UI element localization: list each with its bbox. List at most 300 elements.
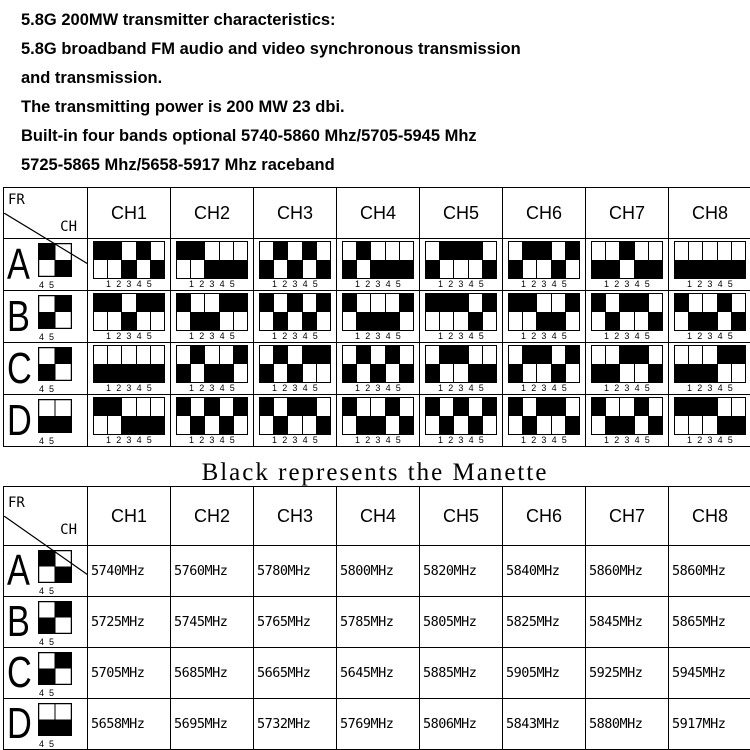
lever-bottom bbox=[303, 260, 316, 278]
dip-lever-5 bbox=[400, 242, 413, 278]
lever-bottom bbox=[483, 416, 496, 434]
dip-switch-5 bbox=[176, 345, 248, 383]
lever-bottom bbox=[177, 364, 190, 382]
lever-bottom bbox=[386, 416, 399, 434]
freq-cell-b-ch4: 5785MHz bbox=[337, 597, 420, 648]
dip-lever-4 bbox=[38, 720, 55, 737]
lever-bottom bbox=[205, 416, 218, 434]
lever-top bbox=[454, 346, 467, 364]
dip-lever-3 bbox=[620, 398, 634, 434]
corner-fr-label: FR bbox=[8, 192, 25, 208]
dip-lever-4 bbox=[38, 416, 55, 433]
lever-bottom bbox=[635, 364, 648, 382]
dip-lever-1 bbox=[343, 346, 357, 382]
lever-bottom bbox=[371, 312, 384, 330]
lever-bottom bbox=[260, 260, 273, 278]
dip-lever-3 bbox=[122, 346, 136, 382]
lever-top bbox=[454, 294, 467, 312]
dip-switch-group bbox=[503, 293, 585, 341]
lever-top bbox=[523, 242, 536, 260]
dip-lever-5 bbox=[649, 346, 662, 382]
lever-top bbox=[234, 346, 247, 364]
lever-top bbox=[94, 294, 107, 312]
lever-bottom bbox=[343, 260, 356, 278]
dip-lever-4 bbox=[469, 346, 483, 382]
dip-cell-c-ch8 bbox=[669, 343, 750, 395]
dip-cell-c-ch5 bbox=[420, 343, 503, 395]
lever-top bbox=[483, 294, 496, 312]
lever-bottom bbox=[469, 364, 482, 382]
lever-top bbox=[205, 242, 218, 260]
lever-bottom bbox=[122, 312, 135, 330]
lever-bottom bbox=[552, 364, 565, 382]
header-ch1: CH1 bbox=[88, 188, 171, 239]
lever-bottom bbox=[357, 312, 370, 330]
lever-top bbox=[137, 398, 150, 416]
intro-line-5: Built-in four bands optional 5740-5860 Mhz/5705-5945 Mhz bbox=[21, 127, 477, 145]
dip-lever-4 bbox=[220, 294, 234, 330]
lever-top bbox=[357, 346, 370, 364]
dip-lever-5 bbox=[566, 346, 579, 382]
lever-bottom bbox=[426, 364, 439, 382]
dip-lever-2 bbox=[357, 294, 371, 330]
lever-bottom bbox=[675, 364, 688, 382]
dip-lever-1 bbox=[675, 294, 689, 330]
lever-top bbox=[234, 242, 247, 260]
lever-top bbox=[177, 346, 190, 364]
dip-numbers: 12345 bbox=[603, 434, 656, 445]
freq-cell-a-ch5: 5820MHz bbox=[420, 546, 503, 597]
freq-cell-b-ch5: 5805MHz bbox=[420, 597, 503, 648]
dip-lever-3 bbox=[122, 242, 136, 278]
dip-lever-5 bbox=[151, 242, 164, 278]
dip-lever-3 bbox=[288, 346, 302, 382]
dip-row-d bbox=[4, 395, 750, 447]
dip-cell-a-ch8 bbox=[669, 239, 750, 291]
freq-cell-a-ch4: 5800MHz bbox=[337, 546, 420, 597]
lever-bottom bbox=[566, 416, 579, 434]
lever-bottom bbox=[94, 260, 107, 278]
band-cell-d bbox=[4, 395, 88, 447]
lever-top bbox=[108, 294, 121, 312]
dip-switch-5 bbox=[508, 241, 580, 279]
lever-top bbox=[108, 242, 121, 260]
dip-switch-5 bbox=[674, 397, 746, 435]
dip-lever-5 bbox=[55, 260, 72, 277]
lever-top bbox=[718, 242, 731, 260]
dip-lever-2 bbox=[191, 294, 205, 330]
dip-lever-1 bbox=[177, 398, 191, 434]
dip-lever-4 bbox=[718, 242, 732, 278]
dip-lever-2 bbox=[523, 294, 537, 330]
lever-bottom bbox=[137, 364, 150, 382]
dip-numbers: 12345 bbox=[188, 434, 241, 445]
lever-top bbox=[537, 242, 550, 260]
dip-lever-4 bbox=[469, 242, 483, 278]
corner-fr-label-2: FR bbox=[8, 495, 25, 511]
lever-bottom bbox=[343, 364, 356, 382]
dip-switch-table bbox=[3, 187, 750, 447]
lever-bottom bbox=[343, 312, 356, 330]
lever-bottom bbox=[426, 260, 439, 278]
lever-top bbox=[191, 294, 204, 312]
dip-lever-5 bbox=[483, 294, 496, 330]
dip-cell-d-ch6 bbox=[503, 395, 586, 447]
lever-top bbox=[371, 242, 384, 260]
dip-switch-5 bbox=[259, 345, 331, 383]
dip-lever-4 bbox=[386, 294, 400, 330]
lever-top bbox=[386, 294, 399, 312]
dip-switch-group bbox=[669, 293, 750, 341]
dip-switch-5 bbox=[591, 293, 663, 331]
freq-cell-d-ch4: 5769MHz bbox=[337, 699, 420, 750]
lever-bottom bbox=[552, 260, 565, 278]
lever-top bbox=[317, 242, 330, 260]
dip-lever-3 bbox=[620, 242, 634, 278]
dip-switch-group bbox=[586, 293, 668, 341]
lever-top bbox=[566, 346, 579, 364]
lever-top bbox=[357, 294, 370, 312]
lever-bottom bbox=[371, 416, 384, 434]
dip-lever-1 bbox=[426, 294, 440, 330]
band-dip-switch bbox=[38, 399, 72, 433]
lever-bottom bbox=[357, 416, 370, 434]
intro-line-1: 5.8G 200MW transmitter characteristics: bbox=[21, 11, 336, 29]
freq-cell-d-ch7: 5880MHz bbox=[586, 699, 669, 750]
dip-numbers: 12345 bbox=[271, 278, 324, 289]
dip-switch-group bbox=[254, 397, 336, 445]
dip-lever-5 bbox=[317, 242, 330, 278]
freq-cell-a-ch6: 5840MHz bbox=[503, 546, 586, 597]
freq-row-d bbox=[4, 699, 750, 750]
lever-bottom bbox=[718, 312, 731, 330]
lever-top bbox=[537, 398, 550, 416]
lever-top bbox=[386, 346, 399, 364]
lever-bottom bbox=[400, 416, 413, 434]
dip-cell-c-ch2 bbox=[171, 343, 254, 395]
lever-top bbox=[400, 346, 413, 364]
lever-bottom bbox=[592, 312, 605, 330]
lever-top bbox=[703, 242, 716, 260]
lever-bottom bbox=[703, 364, 716, 382]
lever-top bbox=[260, 398, 273, 416]
lever-top bbox=[469, 294, 482, 312]
lever-top bbox=[426, 242, 439, 260]
freq-cell-b-ch3: 5765MHz bbox=[254, 597, 337, 648]
dip-lever-3 bbox=[371, 294, 385, 330]
lever-top bbox=[343, 398, 356, 416]
header-ch4: CH4 bbox=[337, 188, 420, 239]
dip-numbers: 12345 bbox=[354, 434, 407, 445]
dip-lever-4 bbox=[137, 242, 151, 278]
dip-lever-3 bbox=[122, 398, 136, 434]
dip-switch-group bbox=[171, 241, 253, 289]
header-ch7: CH7 bbox=[586, 188, 669, 239]
freq-cell-c-ch5: 5885MHz bbox=[420, 648, 503, 699]
lever-bottom bbox=[108, 260, 121, 278]
dip-cell-a-ch4 bbox=[337, 239, 420, 291]
dip-lever-4 bbox=[635, 242, 649, 278]
dip-lever-2 bbox=[108, 242, 122, 278]
lever-bottom bbox=[177, 416, 190, 434]
lever-bottom bbox=[718, 260, 731, 278]
dip-lever-5 bbox=[234, 242, 247, 278]
lever-top bbox=[288, 242, 301, 260]
lever-bottom bbox=[620, 416, 633, 434]
lever-top bbox=[689, 242, 702, 260]
lever-bottom bbox=[606, 416, 619, 434]
band-dip-numbers: 45 bbox=[39, 586, 60, 596]
dip-lever-5 bbox=[566, 398, 579, 434]
header-ch2: CH2 bbox=[171, 188, 254, 239]
lever-top bbox=[606, 294, 619, 312]
corner-cell bbox=[4, 188, 88, 239]
freq-header-ch1: CH1 bbox=[88, 487, 171, 546]
lever-bottom bbox=[469, 416, 482, 434]
band-dip-switch bbox=[38, 550, 72, 583]
dip-lever-2 bbox=[357, 398, 371, 434]
dip-cell-c-ch3 bbox=[254, 343, 337, 395]
dip-numbers: 12345 bbox=[105, 330, 158, 341]
dip-table-header-row bbox=[4, 188, 750, 239]
freq-cell-c-ch2: 5685MHz bbox=[171, 648, 254, 699]
lever-bottom bbox=[675, 416, 688, 434]
dip-lever-2 bbox=[523, 398, 537, 434]
dip-switch-5 bbox=[591, 397, 663, 435]
dip-row-b bbox=[4, 291, 750, 343]
dip-lever-5 bbox=[317, 398, 330, 434]
dip-lever-5 bbox=[400, 398, 413, 434]
dip-lever-5 bbox=[55, 601, 72, 618]
lever-bottom bbox=[732, 260, 745, 278]
dip-switch-5 bbox=[93, 241, 165, 279]
lever-bottom bbox=[288, 364, 301, 382]
lever-bottom bbox=[703, 260, 716, 278]
dip-switch-group bbox=[420, 397, 502, 445]
dip-switch-group bbox=[171, 345, 253, 393]
lever-bottom bbox=[288, 312, 301, 330]
dip-switch-group bbox=[337, 293, 419, 341]
lever-top bbox=[303, 294, 316, 312]
lever-bottom bbox=[288, 416, 301, 434]
frequency-table bbox=[3, 486, 750, 750]
lever-bottom bbox=[635, 312, 648, 330]
dip-lever-2 bbox=[523, 346, 537, 382]
dip-lever-5 bbox=[317, 294, 330, 330]
dip-lever-2 bbox=[606, 242, 620, 278]
band-letter: C bbox=[7, 648, 32, 697]
band-letter: B bbox=[7, 597, 30, 646]
lever-top bbox=[177, 242, 190, 260]
lever-bottom bbox=[108, 364, 121, 382]
intro-text bbox=[21, 6, 741, 180]
dip-numbers: 12345 bbox=[686, 434, 739, 445]
dip-lever-2 bbox=[606, 294, 620, 330]
dip-switch-5 bbox=[259, 293, 331, 331]
lever-bottom bbox=[523, 364, 536, 382]
dip-switch-group bbox=[171, 397, 253, 445]
dip-lever-2 bbox=[689, 242, 703, 278]
lever-bottom bbox=[606, 260, 619, 278]
lever-bottom bbox=[288, 260, 301, 278]
lever-bottom bbox=[260, 312, 273, 330]
band-cell-c bbox=[4, 343, 88, 395]
dip-lever-3 bbox=[537, 242, 551, 278]
lever-bottom bbox=[122, 260, 135, 278]
dip-lever-1 bbox=[94, 294, 108, 330]
lever-bottom bbox=[703, 312, 716, 330]
lever-top bbox=[718, 398, 731, 416]
dip-cell-a-ch5 bbox=[420, 239, 503, 291]
dip-switch-5 bbox=[674, 345, 746, 383]
lever-bottom bbox=[303, 416, 316, 434]
lever-bottom bbox=[689, 312, 702, 330]
lever-top bbox=[205, 346, 218, 364]
dip-row-a bbox=[4, 239, 750, 291]
dip-cell-a-ch1 bbox=[88, 239, 171, 291]
lever-top bbox=[122, 242, 135, 260]
lever-bottom bbox=[523, 416, 536, 434]
lever-top bbox=[552, 346, 565, 364]
dip-lever-4 bbox=[303, 242, 317, 278]
dip-lever-1 bbox=[94, 398, 108, 434]
dip-lever-5 bbox=[55, 567, 72, 584]
dip-switch-5 bbox=[425, 397, 497, 435]
band-dip-numbers: 45 bbox=[39, 384, 60, 394]
lever-bottom bbox=[552, 416, 565, 434]
lever-bottom bbox=[469, 312, 482, 330]
dip-lever-4 bbox=[38, 312, 55, 329]
dip-lever-3 bbox=[122, 294, 136, 330]
dip-lever-4 bbox=[38, 669, 55, 686]
lever-top bbox=[620, 242, 633, 260]
lever-top bbox=[191, 398, 204, 416]
band-cell-b-freq bbox=[4, 597, 88, 648]
lever-top bbox=[592, 346, 605, 364]
dip-numbers: 12345 bbox=[437, 382, 490, 393]
dip-switch-group bbox=[254, 345, 336, 393]
header-ch6: CH6 bbox=[503, 188, 586, 239]
lever-bottom bbox=[151, 416, 164, 434]
lever-bottom bbox=[274, 260, 287, 278]
lever-top bbox=[523, 398, 536, 416]
lever-top bbox=[303, 398, 316, 416]
dip-lever-5 bbox=[234, 294, 247, 330]
lever-bottom bbox=[483, 260, 496, 278]
lever-top bbox=[732, 242, 745, 260]
lever-bottom bbox=[151, 364, 164, 382]
dip-lever-1 bbox=[260, 294, 274, 330]
lever-top bbox=[317, 398, 330, 416]
dip-numbers: 12345 bbox=[188, 330, 241, 341]
dip-switch-group bbox=[88, 293, 170, 341]
lever-top bbox=[509, 346, 522, 364]
lever-bottom bbox=[274, 364, 287, 382]
dip-switch-5 bbox=[342, 397, 414, 435]
lever-top bbox=[274, 398, 287, 416]
lever-bottom bbox=[177, 260, 190, 278]
lever-top bbox=[509, 294, 522, 312]
lever-top bbox=[426, 346, 439, 364]
dip-lever-5 bbox=[317, 346, 330, 382]
dip-numbers: 12345 bbox=[188, 278, 241, 289]
lever-top bbox=[137, 346, 150, 364]
lever-top bbox=[94, 346, 107, 364]
dip-switch-group bbox=[420, 345, 502, 393]
dip-lever-2 bbox=[191, 242, 205, 278]
lever-top bbox=[317, 294, 330, 312]
dip-lever-1 bbox=[426, 398, 440, 434]
lever-bottom bbox=[523, 312, 536, 330]
lever-top bbox=[343, 294, 356, 312]
dip-lever-4 bbox=[718, 398, 732, 434]
freq-cell-c-ch8: 5945MHz bbox=[669, 648, 750, 699]
dip-cell-c-ch6 bbox=[503, 343, 586, 395]
band-dip-switch bbox=[38, 703, 72, 736]
dip-lever-4 bbox=[38, 618, 55, 635]
dip-lever-4 bbox=[220, 398, 234, 434]
lever-bottom bbox=[689, 260, 702, 278]
dip-lever-5 bbox=[566, 242, 579, 278]
freq-cell-a-ch8: 5860MHz bbox=[669, 546, 750, 597]
lever-top bbox=[94, 398, 107, 416]
dip-lever-3 bbox=[371, 242, 385, 278]
lever-top bbox=[137, 242, 150, 260]
dip-numbers: 12345 bbox=[603, 278, 656, 289]
dip-lever-2 bbox=[274, 242, 288, 278]
dip-lever-1 bbox=[509, 242, 523, 278]
dip-lever-5 bbox=[55, 652, 72, 669]
lever-bottom bbox=[191, 260, 204, 278]
lever-top bbox=[649, 294, 662, 312]
lever-top bbox=[400, 294, 413, 312]
lever-top bbox=[509, 398, 522, 416]
lever-bottom bbox=[537, 416, 550, 434]
dip-lever-2 bbox=[191, 346, 205, 382]
lever-bottom bbox=[675, 260, 688, 278]
lever-bottom bbox=[537, 364, 550, 382]
freq-cell-c-ch7: 5925MHz bbox=[586, 648, 669, 699]
dip-lever-1 bbox=[343, 242, 357, 278]
dip-lever-1 bbox=[260, 242, 274, 278]
dip-cell-b-ch2 bbox=[171, 291, 254, 343]
dip-lever-3 bbox=[454, 398, 468, 434]
dip-lever-3 bbox=[288, 398, 302, 434]
dip-lever-3 bbox=[703, 294, 717, 330]
lever-top bbox=[274, 294, 287, 312]
lever-top bbox=[469, 398, 482, 416]
dip-switch-group bbox=[586, 241, 668, 289]
lever-top bbox=[606, 346, 619, 364]
dip-lever-4 bbox=[469, 398, 483, 434]
dip-numbers: 12345 bbox=[520, 434, 573, 445]
lever-top bbox=[483, 242, 496, 260]
lever-bottom bbox=[675, 312, 688, 330]
dip-switch-5 bbox=[342, 345, 414, 383]
lever-bottom bbox=[649, 260, 662, 278]
lever-bottom bbox=[606, 364, 619, 382]
dip-numbers: 12345 bbox=[105, 434, 158, 445]
lever-bottom bbox=[234, 364, 247, 382]
dip-switch-5 bbox=[259, 397, 331, 435]
dip-lever-3 bbox=[537, 346, 551, 382]
freq-cell-d-ch3: 5732MHz bbox=[254, 699, 337, 750]
dip-lever-5 bbox=[151, 398, 164, 434]
dip-lever-4 bbox=[38, 550, 55, 567]
lever-bottom bbox=[440, 312, 453, 330]
dip-cell-b-ch1 bbox=[88, 291, 171, 343]
dip-lever-2 bbox=[357, 346, 371, 382]
